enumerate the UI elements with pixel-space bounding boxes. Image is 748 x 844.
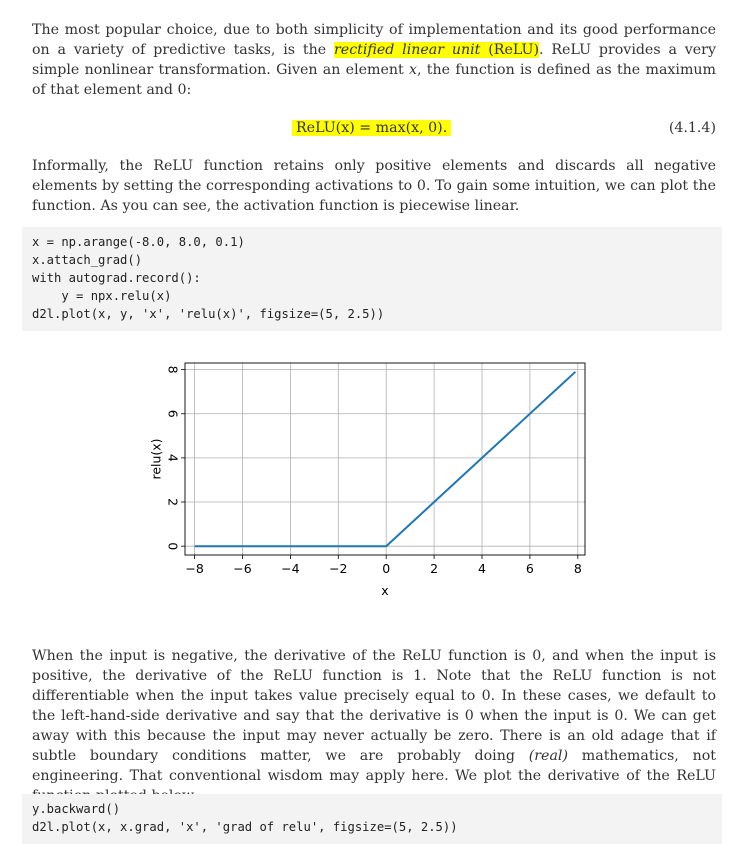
y-tick-label: 4 <box>165 453 181 462</box>
x-tick-label: −8 <box>185 561 204 576</box>
y-tick-label: 8 <box>165 365 181 374</box>
intro-text: The most popular choice, due to both simplicity of implementation and its good performance on a variety of predictive tasks, is the <box>32 22 716 58</box>
plot-ticks <box>166 366 582 576</box>
y-tick-label: 6 <box>165 409 181 418</box>
code-block-relu[interactable] <box>22 227 722 331</box>
code-line: x.attach_grad() <box>32 253 143 267</box>
relu-term-highlight <box>334 42 539 58</box>
code-line: d2l.plot(x, x.grad, 'x', 'grad of relu', figsize=(5, 2.5)) <box>32 820 458 834</box>
y-tick-label: 0 <box>165 542 181 551</box>
real-emphasis: (real) <box>528 748 568 764</box>
x-tick-label: −6 <box>233 561 252 576</box>
x-tick-label: 8 <box>573 561 582 576</box>
x-tick-label: −4 <box>281 561 300 576</box>
derivative-text: When the input is negative, the derivative of the ReLU function is 0, and when the input is positive, the derivative of the ReLU function is 1. Note that the ReLU function is not differentiable when the input takes value precisely equal to 0. In these cases, we default to the left-hand-side derivative and say that the derivative is 0 when the input is 0. We can get away with this because the input may never actually be zero. There is an old adage that if subtle boundary conditions matter, we are probably doing <box>32 648 716 764</box>
relu-series-line <box>195 372 576 546</box>
x-axis-label: x <box>381 583 389 598</box>
x-tick-label: −2 <box>329 561 348 576</box>
code-block-grad[interactable] <box>22 794 722 844</box>
code-line: x = np.arange(-8.0, 8.0, 0.1) <box>32 235 245 249</box>
intro-text-2: . ReLU provides a very simple nonlinear transformation. Given an element <box>32 42 716 78</box>
equation-row <box>0 120 748 140</box>
plot-frame <box>185 363 585 555</box>
intro-text-3: , the function is defined as the maximum of that element and 0: <box>32 62 716 98</box>
relu-term: rectified linear unit <box>334 42 481 58</box>
code-line: d2l.plot(x, y, 'x', 'relu(x)', figsize=(5, 2.5)) <box>32 307 385 321</box>
derivative-paragraph <box>32 646 716 806</box>
x-tick-label: 6 <box>525 561 534 576</box>
relu-abbr: (ReLU) <box>480 42 539 58</box>
code-line: y = npx.relu(x) <box>32 289 172 303</box>
y-axis-label: relu(x) <box>148 438 164 480</box>
code-line: with autograd.record(): <box>32 271 201 285</box>
code-line: y.backward() <box>32 802 121 816</box>
intro-paragraph <box>32 20 716 100</box>
relu-equation: ReLU(x) = max(x, 0). <box>292 120 451 136</box>
x-tick-label: 2 <box>430 561 439 576</box>
x-tick-label: 0 <box>382 561 391 576</box>
variable-x: x <box>408 62 417 78</box>
plot-gridlines <box>185 363 585 555</box>
y-tick-label: 2 <box>165 498 181 507</box>
derivative-text-2: mathematics, not engineering. That conventional wisdom may apply here. We plot the derivative of the ReLU <box>32 748 716 784</box>
equation-number: (4.1.4) <box>668 120 716 136</box>
x-tick-label: 4 <box>478 561 486 576</box>
relu-plot <box>130 345 600 605</box>
informal-paragraph: Informally, the ReLU function retains only positive elements and discards all negative elements by setting the corresponding activations to 0. To gain some intuition, we can plot the function. As you can see, the activation function is piecewise linear. <box>32 158 716 214</box>
